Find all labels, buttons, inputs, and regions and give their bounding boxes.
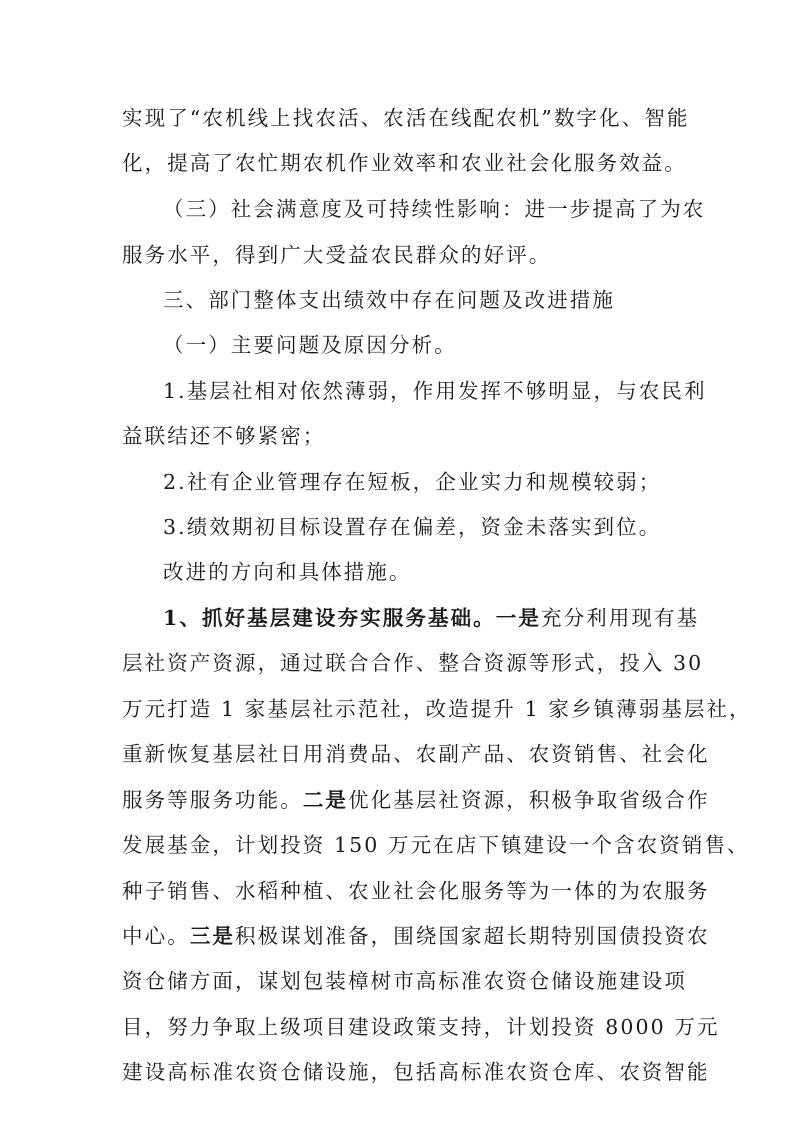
bold-lead: 三是: [189, 924, 236, 948]
list-item: 1.基层社相对依然薄弱，作用发挥不够明显，与农民利: [163, 379, 707, 403]
paragraph-line: 资仓储方面，谋划包装樟树市高标准农资仓储设施建设项: [122, 969, 687, 993]
paragraph-line: 1、抓好基层建设夯实服务基础。一是充分利用现有基: [163, 606, 700, 630]
subsection-heading: （一）主要问题及原因分析。: [163, 333, 457, 357]
list-item: 2.社有企业管理存在短板，企业实力和规模较弱；: [163, 470, 662, 494]
paragraph-line: 发展基金，计划投资 150 万元在店下镇建设一个含农资销售、: [122, 833, 750, 857]
paragraph-line: 服务等服务功能。二是优化基层社资源，积极争取省级合作: [122, 788, 710, 812]
paragraph-line: 服务水平，得到广大受益农民群众的好评。: [122, 243, 552, 267]
subsection-heading: 改进的方向和具体措施。: [163, 560, 412, 584]
paragraph-line: 重新恢复基层社日用消费品、农副产品、农资销售、社会化: [122, 742, 710, 766]
section-heading: 三、部门整体支出绩效中存在问题及改进措施: [163, 288, 615, 312]
paragraph-line: 建设高标准农资仓储设施，包括高标准农资仓库、农资智能: [122, 1060, 710, 1084]
bold-lead: 1、抓好基层建设夯实服务基础。一是: [163, 606, 541, 630]
paragraph-line: 实现了“农机线上找农活、农活在线配农机”数字化、智能: [122, 106, 690, 130]
list-item-continued: 益联结还不够紧密；: [122, 424, 326, 448]
paragraph-line: 种子销售、水稻种植、农业社会化服务等为一体的为农服务: [122, 879, 710, 903]
list-item: 3.绩效期初目标设置存在偏差，资金未落实到位。: [163, 515, 662, 539]
paragraph-line: 化，提高了农忙期农机作业效率和农业社会化服务效益。: [122, 151, 687, 175]
paragraph-line: 层社资产资源，通过联合合作、整合资源等形式，投入 30: [122, 651, 704, 675]
paragraph-line: 中心。三是积极谋划准备，围绕国家超长期特别国债投资农: [122, 924, 710, 948]
paragraph-line: 万元打造 1 家基层社示范社，改造提升 1 家乡镇薄弱基层社，: [122, 697, 752, 721]
paragraph-line: 目，努力争取上级项目建设政策支持，计划投资 8000 万元: [122, 1015, 720, 1039]
paragraph-line: （三）社会满意度及可持续性影响：进一步提高了为农: [163, 197, 706, 221]
bold-lead: 二是: [302, 788, 349, 812]
